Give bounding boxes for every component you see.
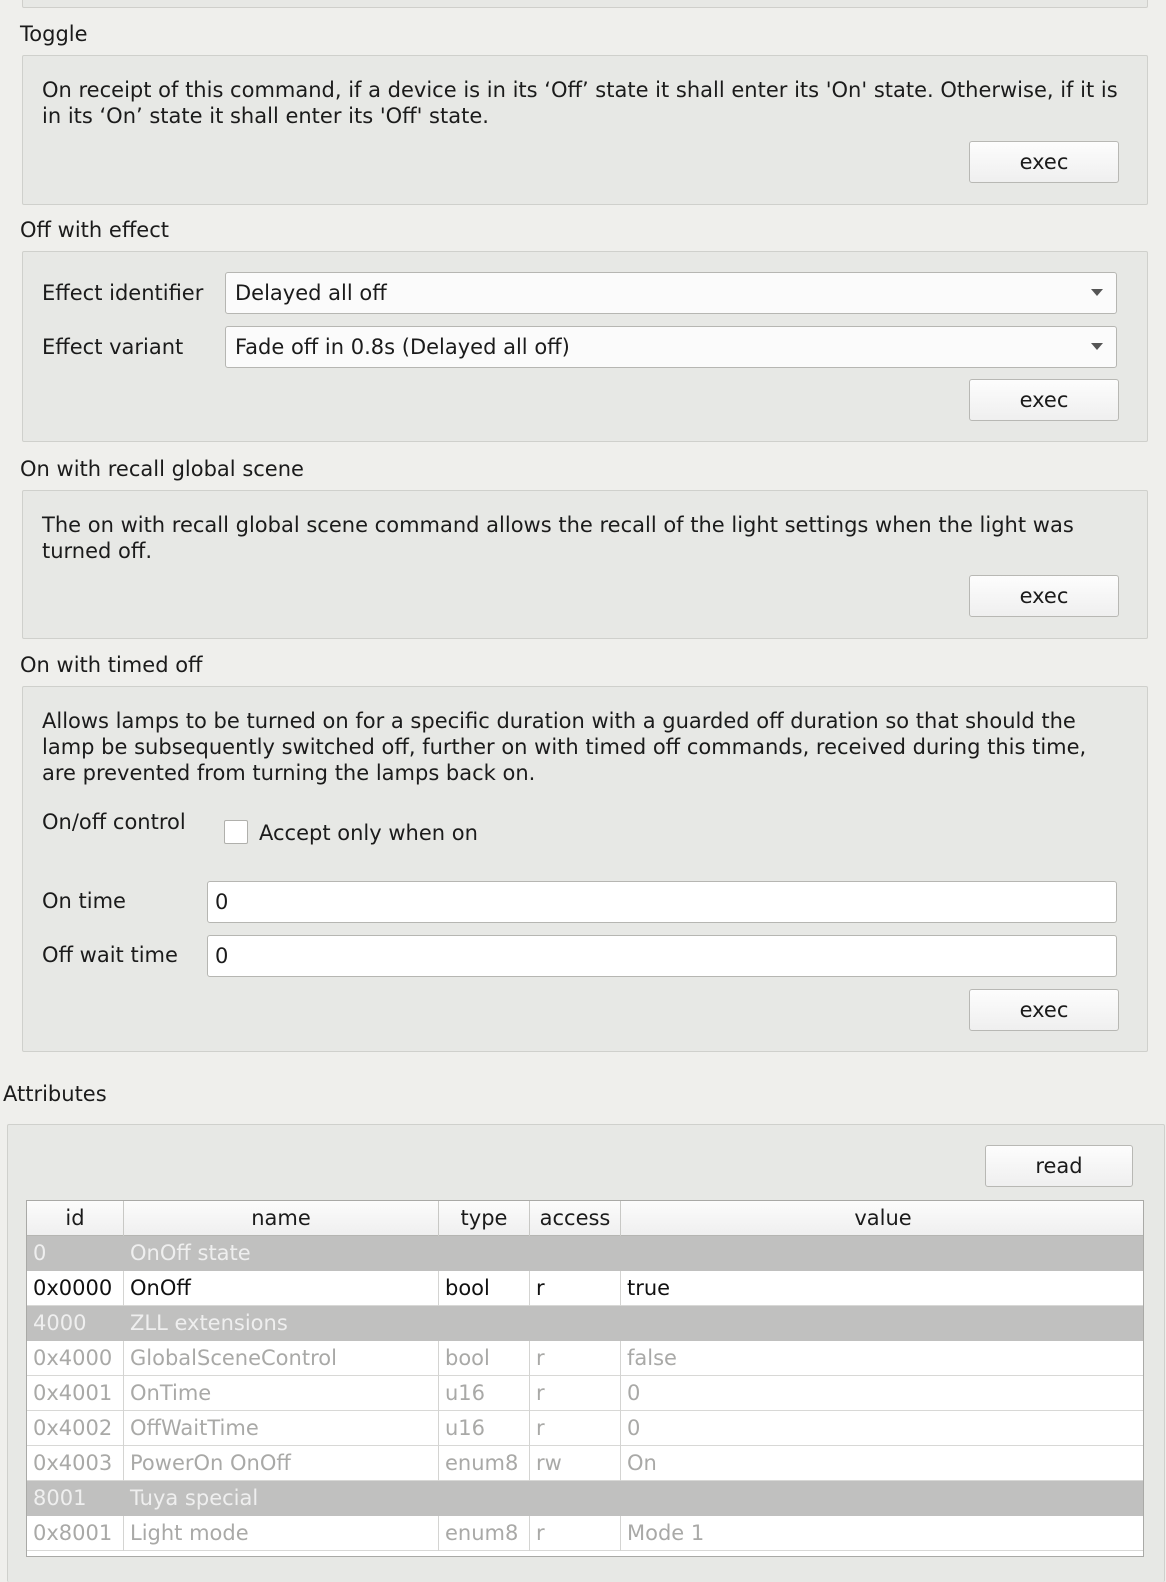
table-header bbox=[27, 1201, 1143, 1236]
cell-name: OnOff state bbox=[130, 1241, 251, 1265]
cell-id: 0x4002 bbox=[27, 1411, 124, 1446]
toggle-group bbox=[22, 55, 1148, 205]
on-with-recall-description: The on with recall global scene command allows the recall of the light settings when the light was turned off. bbox=[42, 513, 1074, 563]
cell-value: Mode 1 bbox=[627, 1521, 705, 1545]
cell-value: 0 bbox=[627, 1416, 641, 1440]
on-with-timed-off-title: On with timed off bbox=[20, 653, 203, 677]
effect-identifier-value: Delayed all off bbox=[235, 281, 387, 305]
effect-identifier-label: Effect identifier bbox=[42, 281, 204, 305]
previous-group-box bbox=[22, 0, 1148, 8]
accept-only-when-on-label[interactable]: Accept only when on bbox=[259, 821, 478, 845]
cell-type: enum8 bbox=[439, 1446, 530, 1481]
table-row[interactable] bbox=[27, 1411, 1143, 1446]
table-section-row[interactable] bbox=[27, 1481, 1143, 1516]
on-with-timed-off-group bbox=[22, 686, 1148, 1052]
cell-id: 0 bbox=[33, 1241, 47, 1265]
cell-access: r bbox=[530, 1376, 621, 1411]
on-with-recall-exec-button[interactable]: exec bbox=[969, 575, 1119, 617]
cell-name: GlobalSceneControl bbox=[124, 1341, 439, 1376]
effect-variant-label: Effect variant bbox=[42, 335, 184, 359]
chevron-down-icon bbox=[1091, 343, 1103, 350]
table-row[interactable] bbox=[27, 1341, 1143, 1376]
table-section-row[interactable] bbox=[27, 1236, 1143, 1271]
cell-id: 0x0000 bbox=[27, 1271, 124, 1306]
on-with-timed-off-exec-button[interactable]: exec bbox=[969, 989, 1119, 1031]
cell-access: r bbox=[530, 1271, 621, 1306]
cell-type: bool bbox=[439, 1271, 530, 1306]
table-row[interactable] bbox=[27, 1446, 1143, 1481]
on-time-input[interactable] bbox=[207, 881, 1117, 923]
cell-type: bool bbox=[439, 1341, 530, 1376]
cell-value: true bbox=[627, 1276, 671, 1300]
effect-variant-select[interactable] bbox=[225, 326, 1117, 368]
effect-variant-value: Fade off in 0.8s (Delayed all off) bbox=[235, 335, 570, 359]
cell-name: OnOff bbox=[124, 1271, 439, 1306]
cell-value: false bbox=[627, 1346, 677, 1370]
cell-id: 0x4001 bbox=[27, 1376, 124, 1411]
column-header-name[interactable]: name bbox=[124, 1201, 439, 1236]
cell-name: OnTime bbox=[124, 1376, 439, 1411]
on-with-timed-off-description: Allows lamps to be turned on for a specific duration with a guarded off duration so that should the lamp be subsequently switched off, further on with timed off commands, received during this time, are prevented from turning the lamps back on. bbox=[42, 709, 1087, 785]
off-wait-time-value: 0 bbox=[215, 944, 229, 968]
onoff-control-label: On/off control bbox=[42, 810, 186, 834]
attributes-title: Attributes bbox=[3, 1082, 107, 1106]
off-wait-time-label: Off wait time bbox=[42, 943, 178, 967]
table-row[interactable] bbox=[27, 1516, 1143, 1551]
cell-type: u16 bbox=[439, 1376, 530, 1411]
table-row[interactable] bbox=[27, 1271, 1143, 1306]
cell-name: ZLL extensions bbox=[130, 1311, 288, 1335]
effect-identifier-select[interactable] bbox=[225, 272, 1117, 314]
chevron-down-icon bbox=[1091, 289, 1103, 296]
cell-value: On bbox=[627, 1451, 657, 1475]
column-header-type[interactable]: type bbox=[439, 1201, 530, 1236]
off-wait-time-input[interactable] bbox=[207, 935, 1117, 977]
cell-access: r bbox=[530, 1411, 621, 1446]
accept-only-when-on-checkbox[interactable] bbox=[224, 820, 248, 844]
cell-name: PowerOn OnOff bbox=[124, 1446, 439, 1481]
cell-access: r bbox=[530, 1341, 621, 1376]
column-header-value[interactable]: value bbox=[854, 1206, 912, 1230]
toggle-exec-button[interactable]: exec bbox=[969, 141, 1119, 183]
cell-access: rw bbox=[530, 1446, 621, 1481]
cell-name: Tuya special bbox=[130, 1486, 259, 1510]
on-with-recall-group bbox=[22, 490, 1148, 639]
on-time-value: 0 bbox=[215, 890, 229, 914]
cell-id: 4000 bbox=[33, 1311, 87, 1335]
cell-id: 0x4000 bbox=[27, 1341, 124, 1376]
cell-type: enum8 bbox=[439, 1516, 530, 1551]
table-row[interactable] bbox=[27, 1376, 1143, 1411]
table-section-row[interactable] bbox=[27, 1306, 1143, 1341]
on-with-recall-title: On with recall global scene bbox=[20, 457, 304, 481]
cell-type: u16 bbox=[439, 1411, 530, 1446]
cell-id: 0x4003 bbox=[27, 1446, 124, 1481]
attributes-table bbox=[26, 1200, 1144, 1557]
cell-value: 0 bbox=[627, 1381, 641, 1405]
cell-name: OffWaitTime bbox=[124, 1411, 439, 1446]
toggle-title: Toggle bbox=[20, 22, 88, 46]
read-button[interactable]: read bbox=[985, 1145, 1133, 1187]
cell-id: 0x8001 bbox=[27, 1516, 124, 1551]
on-time-label: On time bbox=[42, 889, 126, 913]
column-header-id[interactable]: id bbox=[27, 1201, 124, 1236]
column-header-access[interactable]: access bbox=[530, 1201, 621, 1236]
cell-name: Light mode bbox=[124, 1516, 439, 1551]
cell-access: r bbox=[530, 1516, 621, 1551]
toggle-description: On receipt of this command, if a device is in its ‘Off’ state it shall enter its 'On' state. Otherwise, if it is in its ‘On’ state it shall enter its 'Off' state. bbox=[42, 78, 1118, 128]
off-with-effect-exec-button[interactable]: exec bbox=[969, 379, 1119, 421]
off-with-effect-title: Off with effect bbox=[20, 218, 169, 242]
cell-id: 8001 bbox=[33, 1486, 87, 1510]
off-with-effect-group bbox=[22, 251, 1148, 442]
